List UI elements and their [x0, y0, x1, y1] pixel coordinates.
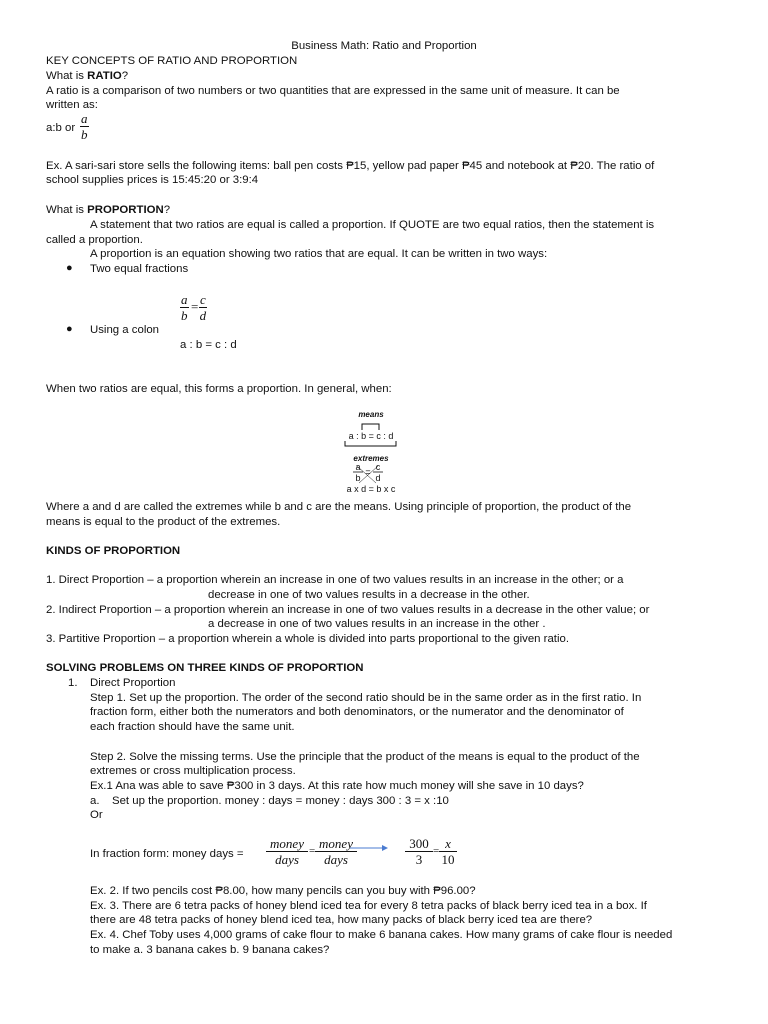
fraction-c-over-d	[199, 292, 207, 323]
fraction-d: d	[199, 308, 207, 323]
bullet-dot-2: ●	[66, 323, 73, 335]
proportion-question	[46, 203, 722, 217]
direct-proportion-line1: 1. Direct Proportion – a proportion wherein an increase in one of two values results in an increase in the other; or a	[46, 574, 624, 586]
partitive-proportion: 3. Partitive Proportion – a proportion wherein a whole is divided into parts proportional to the given ratio.	[46, 633, 570, 645]
diagram-product: a x d = b x c	[346, 484, 396, 494]
fraction-c: c	[200, 292, 206, 307]
denominator-3: 3	[415, 852, 423, 867]
ratio-question-prefix: What is	[46, 70, 88, 82]
fraction-form-label: In fraction form: money days =	[90, 848, 244, 860]
example1a: Set up the proportion. money : days = money : days 300 : 3 = x :10	[112, 795, 449, 807]
fraction-a: a	[181, 292, 188, 307]
ratio-question	[46, 69, 722, 83]
ratio-form-text: a:b or	[46, 122, 76, 134]
ratio-example-line1: Ex. A sari-sari store sells the following items: ball pen costs ₱15, yellow pad paper ₱45 and notebook at ₱20. The ratio of	[46, 160, 655, 172]
step2-line1: Step 2. Solve the missing terms. Use the principle that the product of the means is equal to the product of the	[90, 751, 640, 763]
solving-item-number: 1.	[68, 677, 78, 689]
colon-form: a : b = c : d	[180, 339, 237, 351]
example1a-letter: a.	[90, 795, 100, 807]
fraction-a-over-b	[180, 292, 189, 323]
fraction-equals: =	[191, 299, 199, 314]
days-denominator-1: days	[275, 852, 299, 867]
solving-item-direct-proportion: Direct Proportion	[90, 677, 176, 689]
key-concepts-heading: KEY CONCEPTS OF RATIO AND PROPORTION	[46, 55, 298, 67]
fraction-form-equals: =	[309, 845, 316, 857]
fraction-300-over-3	[405, 836, 433, 867]
fraction-x-over-10	[439, 836, 457, 867]
page-title: Business Math: Ratio and Proportion	[291, 40, 477, 52]
example3-line2: there are 48 tetra packs of honey blend iced tea, how many packs of black berry iced tea are there?	[90, 914, 593, 926]
diagram-equals: =	[365, 467, 371, 477]
diagram-fraction-a: a	[355, 462, 361, 472]
ratio-definition-line2: written as:	[46, 99, 98, 111]
proportion-question-prefix: What is	[46, 204, 88, 216]
means-bracket	[362, 424, 379, 430]
diagram-fraction-c: c	[375, 462, 381, 472]
means-label: means	[358, 410, 384, 419]
step2-line2: extremes or cross multiplication process.	[90, 765, 296, 777]
ratio-definition-line1: A ratio is a comparison of two numbers or two quantities that are expressed in the same unit of measure. It can be	[46, 85, 620, 97]
proportion-question-suffix: ?	[163, 204, 171, 216]
numerator-300: 300	[405, 836, 433, 852]
diagram-fraction-d: d	[375, 473, 381, 483]
ratio-question-suffix: ?	[121, 70, 129, 82]
money-numerator-2: money	[315, 836, 357, 852]
proportion-definition2: A proportion is an equation showing two ratios that are equal. It can be written in two ways:	[90, 248, 548, 260]
money-days-fraction-1	[266, 836, 308, 867]
colon-expression: a : b = c : d	[348, 431, 394, 441]
example4-line2: to make a. 3 banana cakes b. 9 banana cakes?	[90, 944, 330, 956]
ratio-example-line2: school supplies prices is 15:45:20 or 3:9:4	[46, 174, 259, 186]
bullet-using-colon: Using a colon	[90, 324, 160, 336]
or-text: Or	[90, 809, 103, 821]
ratio-fraction-denominator: b	[81, 127, 88, 142]
kinds-heading: KINDS OF PROPORTION	[46, 545, 181, 557]
bullet-two-equal-fractions: Two equal fractions	[90, 263, 189, 275]
means-extremes-diagram	[336, 408, 406, 498]
ratio-fraction	[80, 111, 89, 142]
example3-line1: Ex. 3. There are 6 tetra packs of honey blend iced tea for every 8 tetra packs of black berry iced tea in a box. If	[90, 900, 647, 912]
denominator-10: 10	[441, 852, 455, 867]
example4-line1: Ex. 4. Chef Toby uses 4,000 grams of cake flour to make 6 banana cakes. How many grams of cake flour is needed	[90, 929, 673, 941]
general-statement: When two ratios are equal, this forms a proportion. In general, when:	[46, 383, 392, 395]
proportion-question-bold: PROPORTION	[87, 204, 164, 216]
step1-line3: each fraction should have the same unit.	[90, 721, 295, 733]
example1: Ex.1 Ana was able to save ₱300 in 3 days. At this rate how much money will she save in 10 days?	[90, 780, 584, 792]
means-extremes-diagram-svg	[336, 408, 406, 498]
extremes-explanation-line1: Where a and d are called the extremes while b and c are the means. Using principle of proportion, the product of the	[46, 501, 632, 513]
diagram-fraction-b: b	[355, 473, 361, 483]
extremes-label: extremes	[353, 454, 389, 463]
extremes-explanation-line2: means is equal to the product of the extremes.	[46, 516, 281, 528]
fraction-b: b	[181, 308, 188, 323]
step1-line2: fraction form, either both the numerators and both denominators, or the numerator and the denominator of	[90, 706, 624, 718]
money-numerator-1: money	[266, 836, 308, 852]
ratio-question-bold: RATIO	[87, 70, 122, 82]
indirect-proportion-line2: a decrease in one of two values results in an increase in the other .	[208, 618, 546, 630]
arrow-right-icon	[350, 843, 390, 853]
direct-proportion-line2: decrease in one of two values results in a decrease in the other.	[208, 589, 530, 601]
solving-heading: SOLVING PROBLEMS ON THREE KINDS OF PROPORTION	[46, 662, 364, 674]
numerator-x: x	[439, 836, 457, 852]
proportion-definition1-line2: called a proportion.	[46, 234, 143, 246]
step1-line1: Step 1. Set up the proportion. The order of the second ratio should be in the same order as in the first ratio. In	[90, 692, 642, 704]
ratio-fraction-numerator: a	[81, 111, 88, 126]
indirect-proportion-line1: 2. Indirect Proportion – a proportion wherein an increase in one of two values results in a decrease in the other value; or	[46, 604, 650, 616]
extremes-bracket	[345, 441, 396, 446]
fraction-300-equals: =	[433, 845, 440, 857]
bullet-dot-1: ●	[66, 262, 73, 274]
days-denominator-2: days	[324, 852, 348, 867]
example2: Ex. 2. If two pencils cost ₱8.00, how many pencils can you buy with ₱96.00?	[90, 885, 476, 897]
proportion-definition1-line1: A statement that two ratios are equal is called a proportion. If QUOTE are two equal ratios, then the statement is	[90, 219, 655, 231]
